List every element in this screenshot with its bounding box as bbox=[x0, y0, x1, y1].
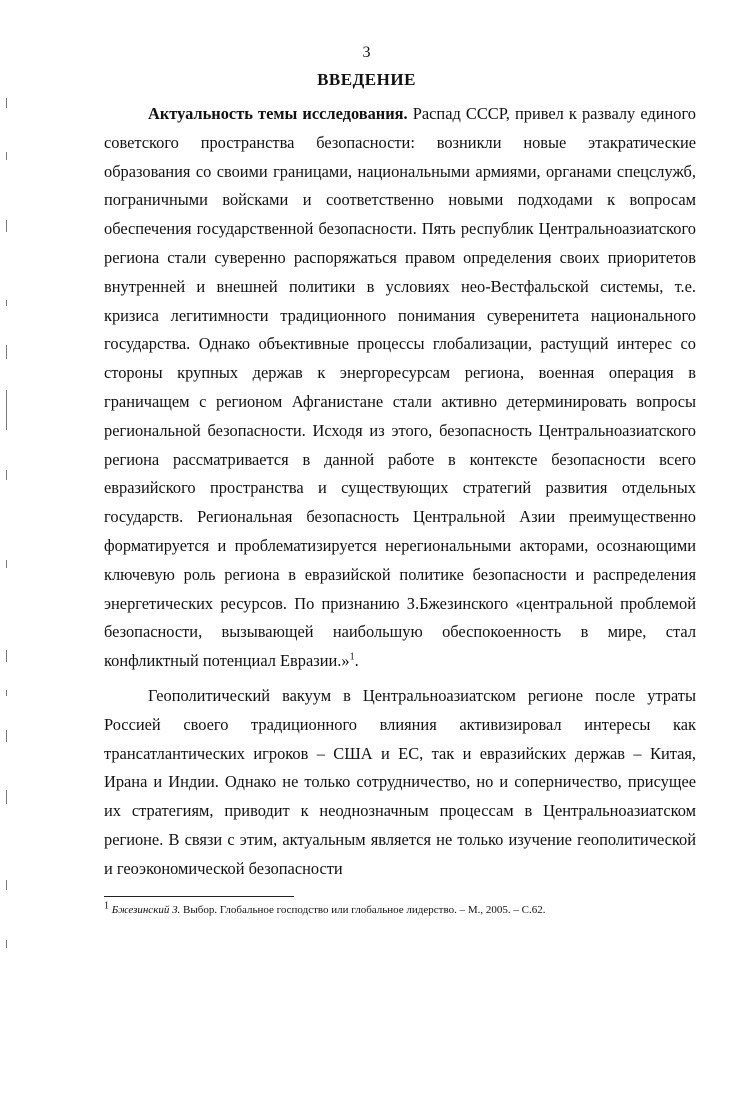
footnote-reference: 1 bbox=[349, 651, 355, 663]
footnote-author: Бжезинский З. bbox=[111, 904, 181, 916]
footnote bbox=[104, 900, 696, 917]
footnote-divider bbox=[104, 896, 294, 897]
paragraph-text: Геополитический вакуум в Центральноазиатском регионе после утраты Россией своего традиционного влияния активизировал интересы как трансатлантических игроков – США и ЕС, так и евразийских держав – Китая, Ирана и Индии. Однако не только сотрудничество, но и соперничество, присущее их стратегиям, приводит к неоднозначным процессам в Центральноазиатском регионе. В связи с этим, актуальным является не только изучение геополитической и геоэкономической безопасности bbox=[104, 685, 696, 878]
footnote-text: Выбор. Глобальное господство или глобальное лидерство. – М., 2005. – С.62. bbox=[180, 904, 546, 916]
page-title: ВВЕДЕНИЕ bbox=[317, 70, 416, 89]
body-text bbox=[104, 100, 696, 884]
section-lead: Актуальность темы исследования. bbox=[148, 104, 408, 123]
scan-margin-marks bbox=[2, 90, 16, 970]
paragraph-geopolitics bbox=[104, 682, 696, 884]
paragraph-tail: . bbox=[354, 651, 359, 671]
paragraph-relevance bbox=[104, 100, 696, 676]
footnote-mark: 1 bbox=[104, 900, 109, 912]
paragraph-text: Распад СССР, привел к развалу единого советского пространства безопасности: возникли новые этакратические образования со своими границами, национальными армиями, органами спецслужб, пограничными войсками и соответственно новыми подходами к вопросам обеспечения государственной безопасности. Пять республик Центральноазиатского региона стали суверенно распоряжаться правом определения своих приоритетов внутренней и внешней политики в условиях нео-Вестфальской системы, т.е. кризиса легитимности традиционного понимания суверенитета национального государства. Однако объективные процессы глобализации, растущий интерес со стороны крупных держав к энергоресурсам региона, военная операция в граничащем с регионом Афганистане стали активно детерминировать вопросы региональной безопасности. Исходя из этого, безопасность Центральноазиатского региона рассматривается в данной работе в контексте безопасности всего евразийского пространства и существующих стратегий развития отдельных государств. Региональная безопасность Центральной Азии преимущественно форматируется и проблематизируется нерегиональными акторами, осознающими ключевую роль региона в евразийской политике безопасности и распределения энергетических ресурсов. По признанию З.Бжезинского «центральной проблемой безопасности, вызывающей наибольшую обеспокоенность в мире, стал конфликтный потенциал Евразии.» bbox=[104, 104, 696, 671]
page-number: 3 bbox=[362, 44, 371, 61]
